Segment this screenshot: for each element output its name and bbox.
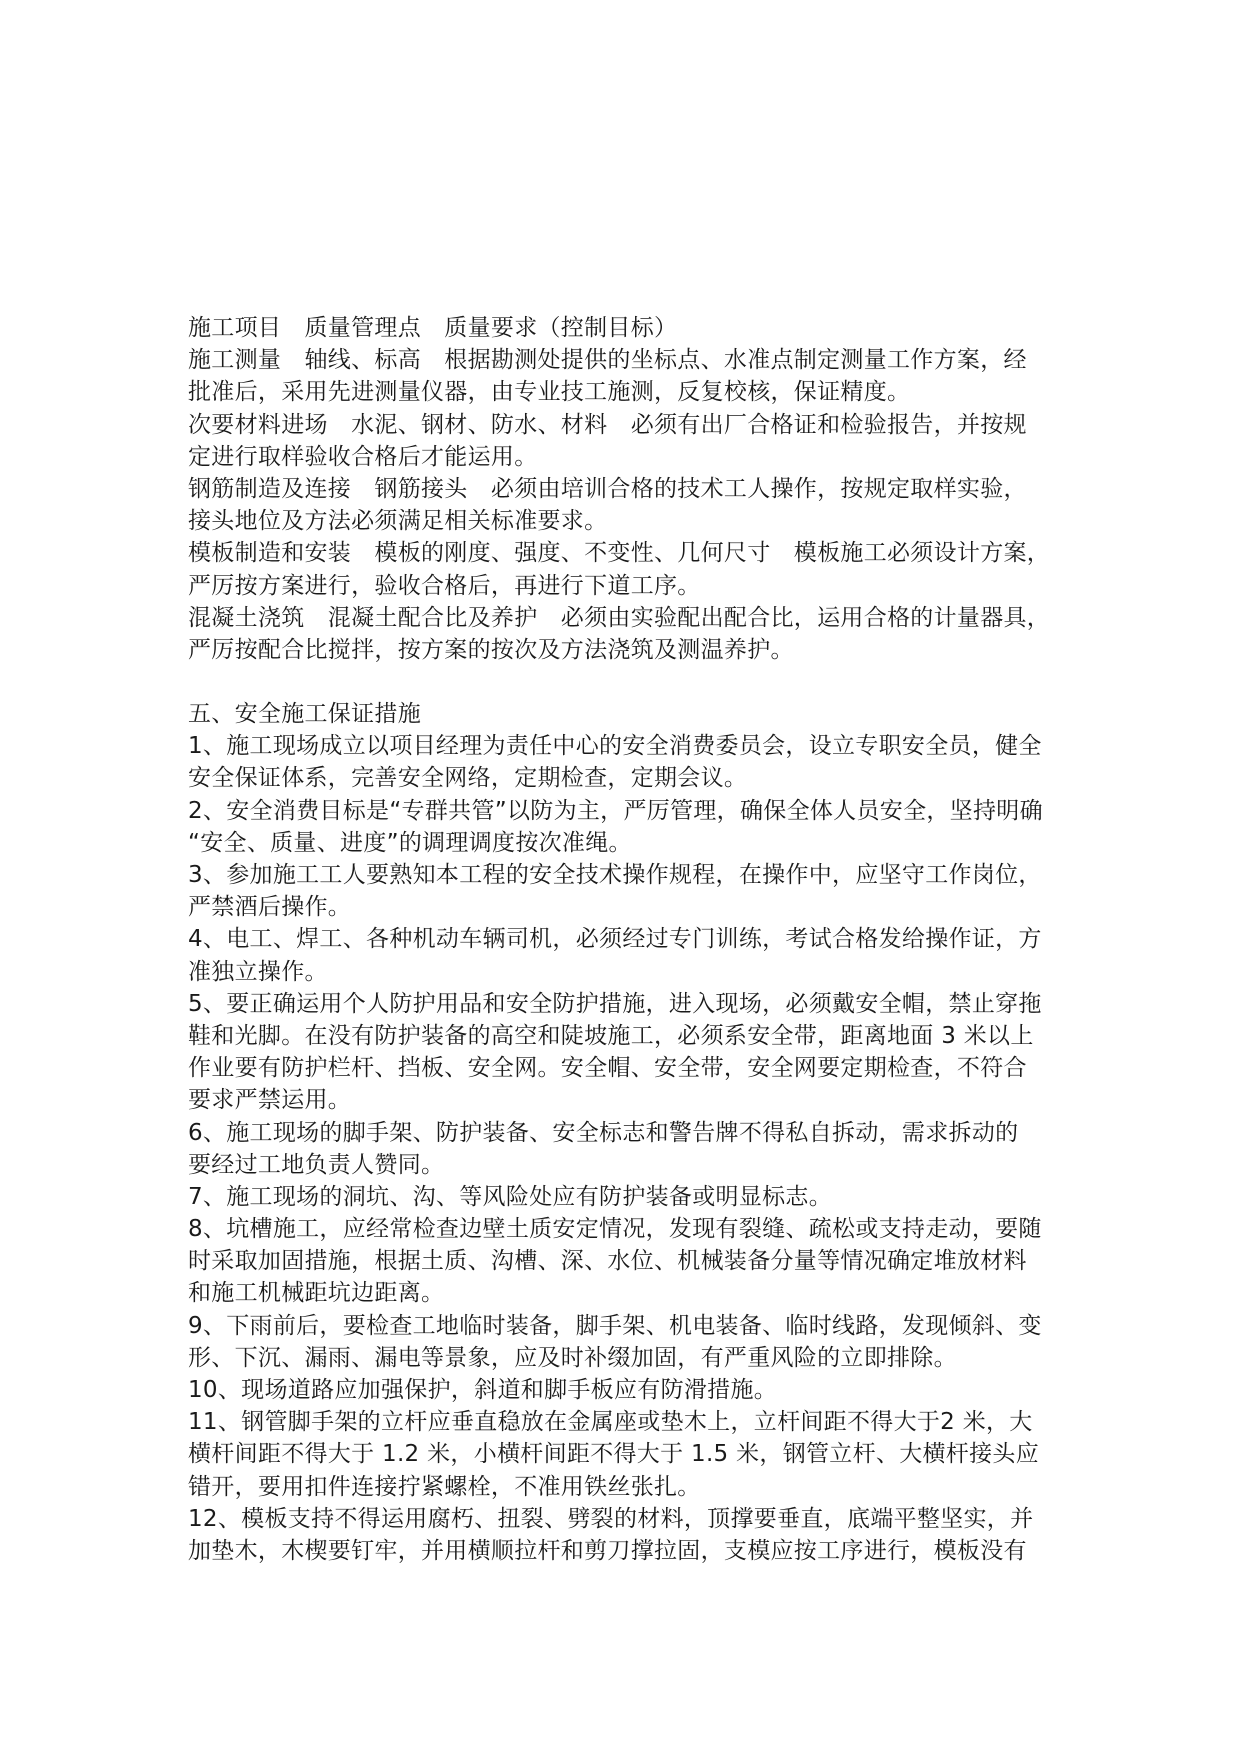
safety-item-line: 加垫木，木楔要钉牢，并用横顺拉杆和剪刀撑拉固，支模应按工序进行，模板没有 xyxy=(188,1537,1027,1564)
safety-item-line: 6、施工现场的脚手架、防护装备、安全标志和警告牌不得私自拆动，需求拆动的 xyxy=(188,1119,1019,1146)
quality-row-line: 混凝土浇筑 混凝土配合比及养护 必须由实验配出配合比，运用合格的计量器具， xyxy=(188,604,1051,631)
quality-row xyxy=(188,409,1088,473)
safety-item-line: 3、参加施工工人要熟知本工程的安全技术操作规程，在操作中，应坚守工作岗位， xyxy=(188,862,1042,888)
safety-item-line: 时采取加固措施，根据土质、沟槽、深、水位、机械装备分量等情况确定堆放材料 xyxy=(188,1248,1027,1275)
safety-item-line: 4、电工、焊工、各种机动车辆司机，必须经过专门训练，考试合格发给操作证，方 xyxy=(188,926,1042,953)
quality-row-line: 定进行取样验收合格后才能运用。 xyxy=(188,443,538,470)
safety-section xyxy=(188,698,1088,1567)
safety-item-line: 安全保证体系，完善安全网络，定期检查，定期会议。 xyxy=(188,765,748,792)
safety-item-line: “安全、质量、进度”的调理调度按次准绳。 xyxy=(188,829,632,856)
quality-row-line: 严厉按方案进行，验收合格后，再进行下道工序。 xyxy=(188,572,701,599)
quality-table xyxy=(188,312,1088,666)
safety-item xyxy=(188,859,1088,923)
safety-item-line: 8、坑槽施工，应经常检查边壁土质安定情况，发现有裂缝、疏松或支持走动，要随 xyxy=(188,1216,1042,1243)
safety-item-line: 鞋和光脚。在没有防护装备的高空和陡坡施工，必须系安全带，距离地面 3 米以上 xyxy=(188,1022,1034,1049)
safety-item xyxy=(188,795,1088,859)
safety-item-line: 9、下雨前后，要检查工地临时装备，脚手架、机电装备、临时线路，发现倾斜、变 xyxy=(188,1312,1042,1339)
safety-item-line: 准独立操作。 xyxy=(188,958,328,985)
safety-item xyxy=(188,923,1088,987)
safety-item xyxy=(188,1406,1088,1503)
quality-row-line: 批准后，采用先进测量仪器，由专业技工施测，反复校核，保证精度。 xyxy=(188,379,911,406)
section-gap xyxy=(188,666,1088,698)
safety-item xyxy=(188,1181,1088,1213)
quality-row-line: 次要材料进场 水泥、钢材、防水、材料 必须有出厂合格证和检验报告，并按规 xyxy=(188,411,1027,438)
document-body xyxy=(188,312,1088,1567)
safety-item-line: 错开，要用扣件连接拧紧螺栓，不准用铁丝张扎。 xyxy=(188,1473,701,1500)
safety-item-line: 7、施工现场的洞坑、沟、等风险处应有防护装备或明显标志。 xyxy=(188,1183,833,1210)
safety-item-line: 12、模板支持不得运用腐朽、扭裂、劈裂的材料，顶撑要垂直，底端平整坚实，并 xyxy=(188,1505,1034,1532)
safety-item-line: 严禁酒后操作。 xyxy=(188,894,352,921)
quality-row-line: 严厉按配合比搅拌，按方案的按次及方法浇筑及测温养护。 xyxy=(188,636,794,663)
safety-item-line: 形、下沉、漏雨、漏电等景象，应及时补缀加固，有严重风险的立即排除。 xyxy=(188,1344,957,1371)
safety-item-line: 10、现场道路应加强保护，斜道和脚手板应有防滑措施。 xyxy=(188,1377,778,1403)
safety-item xyxy=(188,1213,1088,1310)
quality-row xyxy=(188,473,1088,537)
safety-item-line: 和施工机械距坑边距离。 xyxy=(188,1280,445,1307)
safety-item-line: 要经过工地负责人赞同。 xyxy=(188,1151,445,1178)
safety-item-line: 作业要有防护栏杆、挡板、安全网。安全帽、安全带，安全网要定期检查，不符合 xyxy=(188,1055,1027,1082)
section-title: 五、安全施工保证措施 xyxy=(188,701,421,728)
safety-item-line: 1、施工现场成立以项目经理为责任中心的安全消费委员会，设立专职安全员，健全 xyxy=(188,733,1042,760)
safety-item-line: 要求严禁运用。 xyxy=(188,1087,352,1114)
safety-item xyxy=(188,1374,1088,1406)
quality-row xyxy=(188,602,1088,666)
quality-row-line: 模板制造和安装 模板的刚度、强度、不变性、几何尺寸 模板施工必须设计方案， xyxy=(188,540,1051,567)
safety-item xyxy=(188,1117,1088,1181)
quality-row-line: 施工测量 轴线、标高 根据勘测处提供的坐标点、水准点制定测量工作方案，经 xyxy=(188,347,1027,374)
quality-row xyxy=(188,344,1088,408)
safety-item xyxy=(188,988,1088,1117)
safety-item-line: 横杆间距不得大于 1.2 米，小横杆间距不得大于 1.5 米，钢管立杆、大横杆接头应 xyxy=(188,1441,1039,1468)
safety-item-line: 5、要正确运用个人防护用品和安全防护措施，进入现场，必须戴安全帽，禁止穿拖 xyxy=(188,990,1042,1017)
quality-row xyxy=(188,537,1088,601)
quality-row-line: 接头地位及方法必须满足相关标准要求。 xyxy=(188,508,608,535)
safety-item-line: 2、安全消费目标是“专群共管”以防为主，严厉管理，确保全体人员安全，坚持明确 xyxy=(188,797,1043,824)
safety-item xyxy=(188,730,1088,794)
safety-item xyxy=(188,1310,1088,1374)
safety-item xyxy=(188,1503,1088,1567)
quality-row-line: 钢筋制造及连接 钢筋接头 必须由培训合格的技术工人操作，按规定取样实验， xyxy=(188,475,1027,502)
safety-item-line: 11、钢管脚手架的立杆应垂直稳放在金属座或垫木上，立杆间距不得大于2 米，大 xyxy=(188,1409,1033,1436)
quality-table-header: 施工项目 质量管理点 质量要求（控制目标） xyxy=(188,315,678,341)
